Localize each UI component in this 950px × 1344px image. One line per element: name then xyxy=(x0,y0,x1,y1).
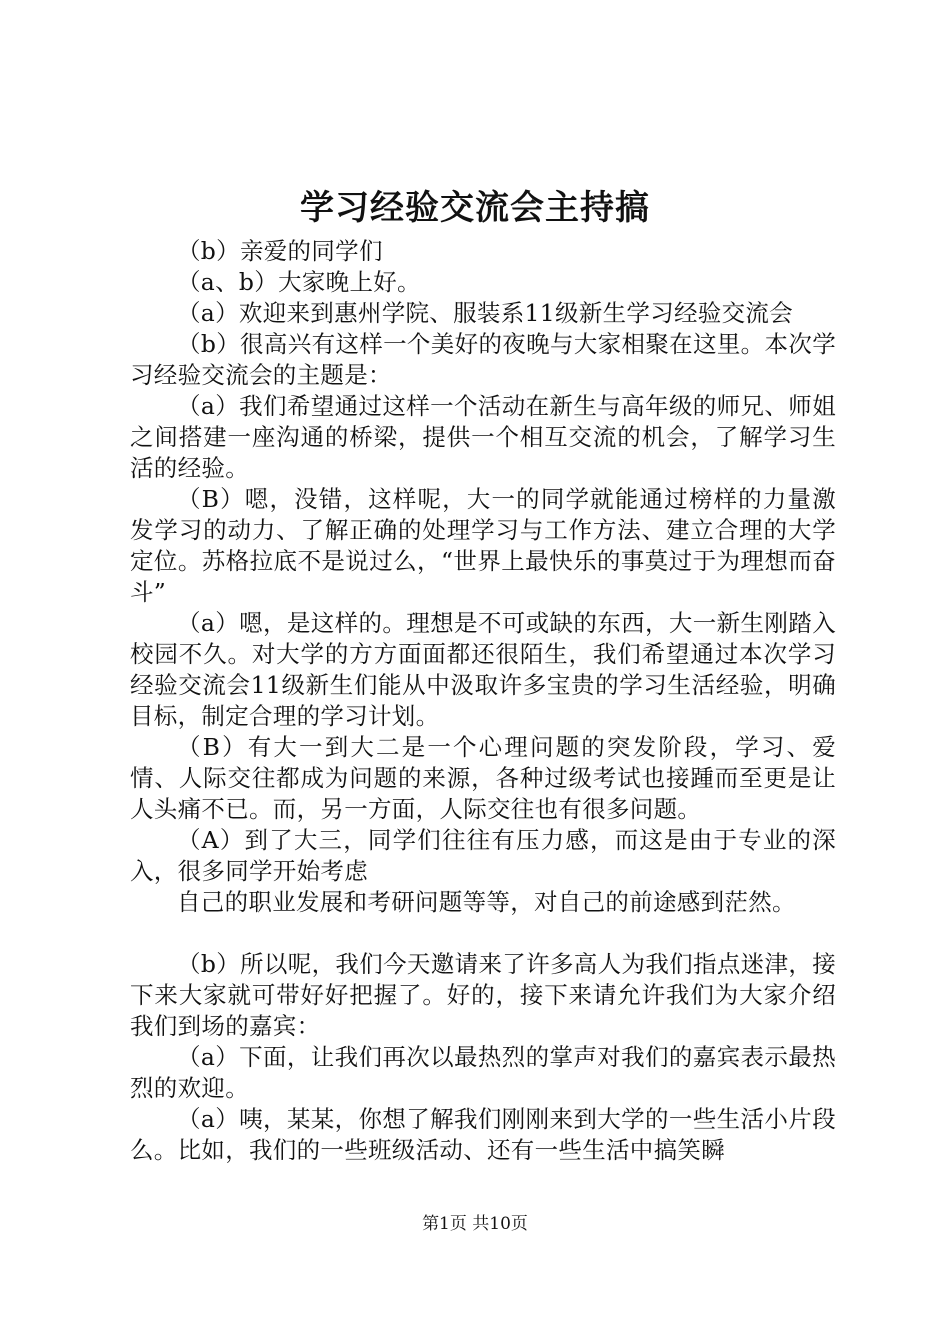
paragraph: （a、b）大家晚上好。 xyxy=(177,268,421,296)
paragraph: （b）亲爱的同学们 xyxy=(177,237,383,265)
paragraph: （A）到了大三，同学们往往有压力感，而这是由于专业的深入，很多同学开始考虑 xyxy=(130,826,836,885)
paragraph: （a）欢迎来到惠州学院、服装系11级新生学习经验交流会 xyxy=(177,299,794,327)
paragraph: （a）我们希望通过这样一个活动在新生与高年级的师兄、师姐之间搭建一座沟通的桥梁，提供一个相互交流的机会，了解学习生活的经验。 xyxy=(130,392,836,482)
page-number-footer: 第1页 共10页 xyxy=(422,1214,528,1234)
blank-line xyxy=(130,918,836,949)
paragraph: （B）嗯，没错，这样呢，大一的同学就能通过榜样的力量激发学习的动力、了解正确的处理学习与工作方法、建立合理的大学定位。苏格拉底不是说过么，“世界上最快乐的事莫过于为理想而奋斗” xyxy=(130,485,836,606)
paragraph: （a）下面，让我们再次以最热烈的掌声对我们的嘉宾表示最热烈的欢迎。 xyxy=(130,1043,836,1102)
paragraph: （b）所以呢，我们今天邀请来了许多高人为我们指点迷津，接下来大家就可带好好把握了。好的，接下来请允许我们为大家介绍我们到场的嘉宾： xyxy=(130,950,836,1040)
document-body xyxy=(130,236,836,1166)
paragraph: （a）嗯，是这样的。理想是不可或缺的东西，大一新生刚踏入校园不久。对大学的方方面面都还很陌生，我们希望通过本次学习经验交流会11级新生们能从中汲取许多宝贵的学习生活经验，明确目标，制定合理的学习计划。 xyxy=(130,609,836,730)
paragraph: （a）咦，某某，你想了解我们刚刚来到大学的一些生活小片段么。比如，我们的一些班级活动、还有一些生活中搞笑瞬 xyxy=(130,1105,836,1164)
paragraph: （b）很高兴有这样一个美好的夜晚与大家相聚在这里。本次学习经验交流会的主题是： xyxy=(130,330,836,389)
paragraph: 自己的职业发展和考研问题等等，对自己的前途感到茫然。 xyxy=(177,888,796,916)
paragraph: （B）有大一到大二是一个心理问题的突发阶段，学习、爱情、人际交往都成为问题的来源，各种过级考试也接踵而至更是让人头痛不已。而，另一方面，人际交往也有很多问题。 xyxy=(130,733,836,823)
document-title: 学习经验交流会主持搞 xyxy=(300,188,650,228)
